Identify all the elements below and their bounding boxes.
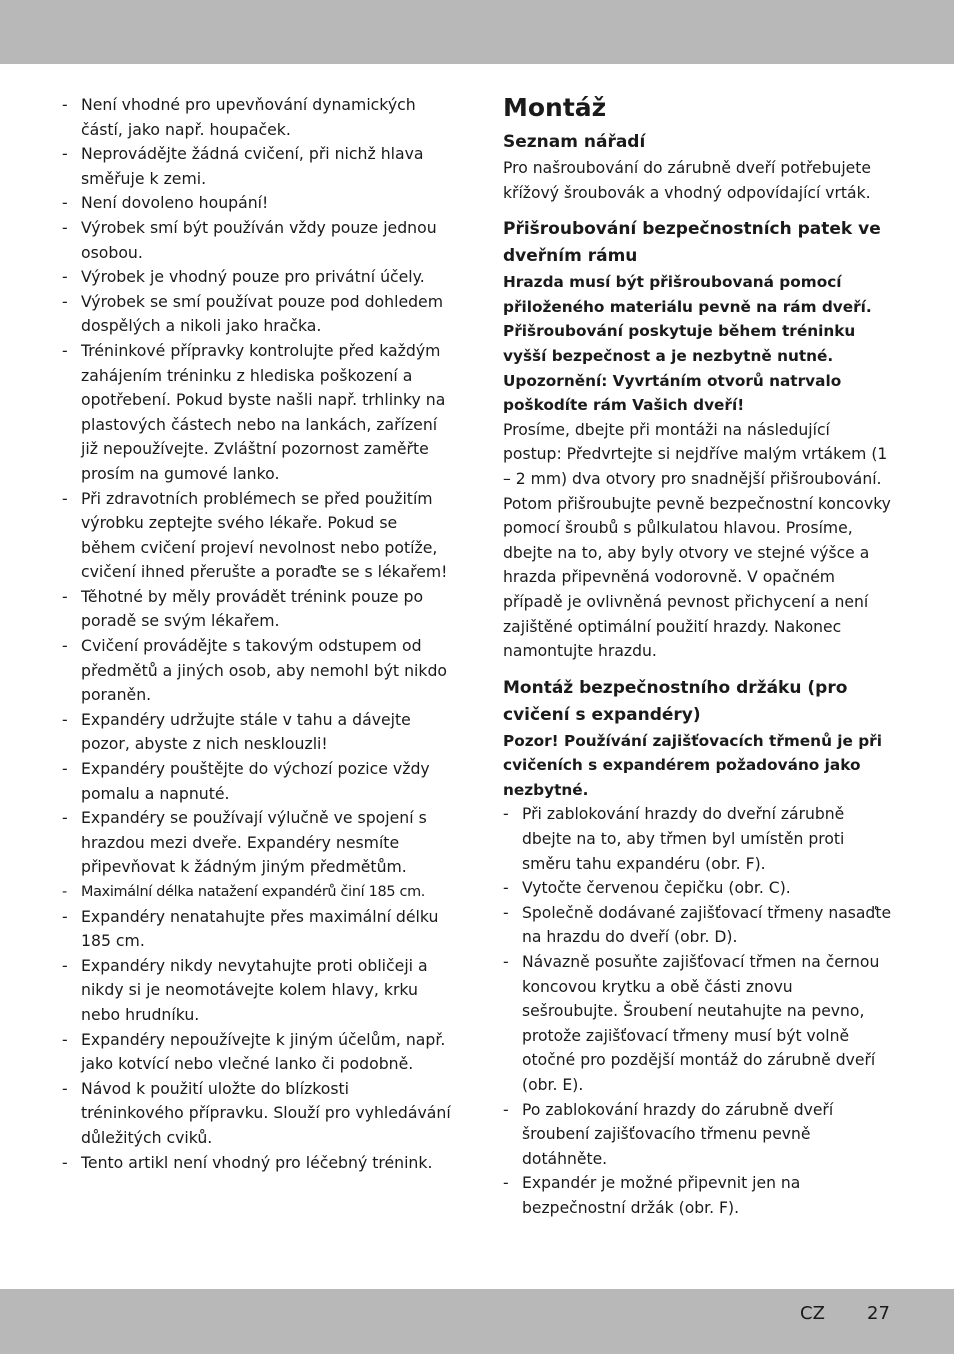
tools-heading: Seznam nářadí [503, 132, 646, 152]
section-title: Montáž [503, 93, 607, 122]
screw-warning: Hrazda musí být přišroubovaná pomocí přiloženého materiálu pevně na rám dveří. Přišroubování poskytuje během tréninku vyšší bezpečnost a je nezbytně nutné. Upozornění: Vyvrtáním otvorů natrvalo poškodíte rám Vašich dveří! [503, 273, 872, 415]
list-item: - Expandéry nenatahujte přes maximální délku 185 cm. [62, 905, 454, 954]
list-item: - Expandér je možné připevnit jen na bezpečnostní držák (obr. F). [503, 1171, 893, 1220]
list-item: - Výrobek smí být používán vždy pouze jednou osobou. [62, 216, 454, 265]
list-item: - Při zdravotních problémech se před použitím výrobku zeptejte svého lékaře. Pokud se během cvičení projeví nevolnost nebo potíže, cvičení ihned přerušte a poraďte se s lékařem! [62, 487, 454, 585]
list-item: - Není vhodné pro upevňování dynamických částí, jako např. houpaček. [62, 93, 454, 142]
holder-heading: Montáž bezpečnostního držáku (pro cvičení s expandéry) [503, 677, 848, 725]
list-item: - Expandéry nikdy nevytahujte proti obličeji a nikdy si je neomotávejte kolem hlavy, krku nebo hrudníku. [62, 954, 454, 1028]
list-item: - Po zablokování hrazdy do zárubně dveří šroubení zajišťovacího třmenu pevně dotáhněte. [503, 1098, 893, 1172]
page-number: 27 [867, 1303, 890, 1324]
screw-text: Prosíme, dbejte při montáži na následující postup: Předvrtejte si nejdříve malým vrtákem (1 – 2 mm) dva otvory pro snadnější přišroubování. Potom přišroubujte pevně bezpečnostní koncovky pomocí šroubů s půlkulatou hlavou. Prosíme, dbejte na to, aby byly otvory ve stejné výšce a hrazda připevněná vodorovně. V opačném případě je ovlivněná pevnost přichycení a není zajištěné optimální použití hrazdy. Nakonec namontujte hrazdu. [503, 420, 891, 661]
list-item: - Výrobek je vhodný pouze pro privátní účely. [62, 265, 454, 290]
list-item: - Neprovádějte žádná cvičení, při nichž hlava směřuje k zemi. [62, 142, 454, 191]
screw-heading: Přišroubování bezpečnostních patek ve dveřním rámu [503, 219, 881, 267]
list-item: - Návazně posuňte zajišťovací třmen na černou koncovou krytku a obě části znovu sešroubujte. Šroubení neutahujte na pevno, protože zajišťovací třmeny musí být volně otočné pro pozdější montáž do zárubně dveří (obr. E). [503, 950, 893, 1098]
list-item: - Není dovoleno houpání! [62, 191, 454, 216]
footer-language: CZ [800, 1303, 825, 1324]
list-item: - Těhotné by měly provádět trénink pouze po poradě se svým lékařem. [62, 585, 454, 634]
list-item: - Tréninkové přípravky kontrolujte před každým zahájením tréninku z hlediska poškození a opotřebení. Pokud byste našli např. trhlinky na plastových částech nebo na lankách, zařízení již nepoužívejte. Zvláštní pozornost zaměřte prosím na gumové lanko. [62, 339, 454, 487]
safety-list [62, 93, 454, 1175]
list-item: - Tento artikl není vhodný pro léčebný trénink. [62, 1151, 454, 1176]
list-item: - Cvičení provádějte s takovým odstupem od předmětů a jiných osob, aby nemohl být nikdo poraněn. [62, 634, 454, 708]
holder-warning: Pozor! Používání zajišťovacích třmenů je při cvičeních s expandérem požadováno jako nezbytné. [503, 731, 882, 799]
list-item: - Při zablokování hrazdy do dveřní zárubně dbejte na to, aby třmen byl umístěn proti směru tahu expandéru (obr. F). [503, 802, 893, 876]
list-item: - Návod k použití uložte do blízkosti tréninkového přípravku. Slouží pro vyhledávání důležitých cviků. [62, 1077, 454, 1151]
list-item: - Expandéry udržujte stále v tahu a dávejte pozor, abyste z nich nesklouzli! [62, 708, 454, 757]
list-item: - Společně dodávané zajišťovací třmeny nasaďte na hrazdu do dveří (obr. D). [503, 901, 893, 950]
list-item: - Vytočte červenou čepičku (obr. C). [503, 876, 893, 901]
header-band [0, 0, 954, 64]
left-column [62, 93, 454, 1175]
tools-text: Pro našroubování do zárubně dveří potřebujete křížový šroubovák a vhodný odpovídající vrták. [503, 159, 871, 202]
list-item: - Expandéry se používají výlučně ve spojení s hrazdou mezi dveře. Expandéry nesmíte připevňovat k žádným jiným předmětům. [62, 806, 454, 880]
list-item: - Expandéry nepoužívejte k jiným účelům, např. jako kotvící nebo vlečné lanko či podobně. [62, 1028, 454, 1077]
list-item: - Výrobek se smí používat pouze pod dohledem dospělých a nikoli jako hračka. [62, 290, 454, 339]
right-column [503, 93, 893, 1221]
holder-steps [503, 802, 893, 1220]
list-item: - Maximální délka natažení expandérů činí 185 cm. [62, 880, 454, 905]
list-item: - Expandéry pouštějte do výchozí pozice vždy pomalu a napnuté. [62, 757, 454, 806]
